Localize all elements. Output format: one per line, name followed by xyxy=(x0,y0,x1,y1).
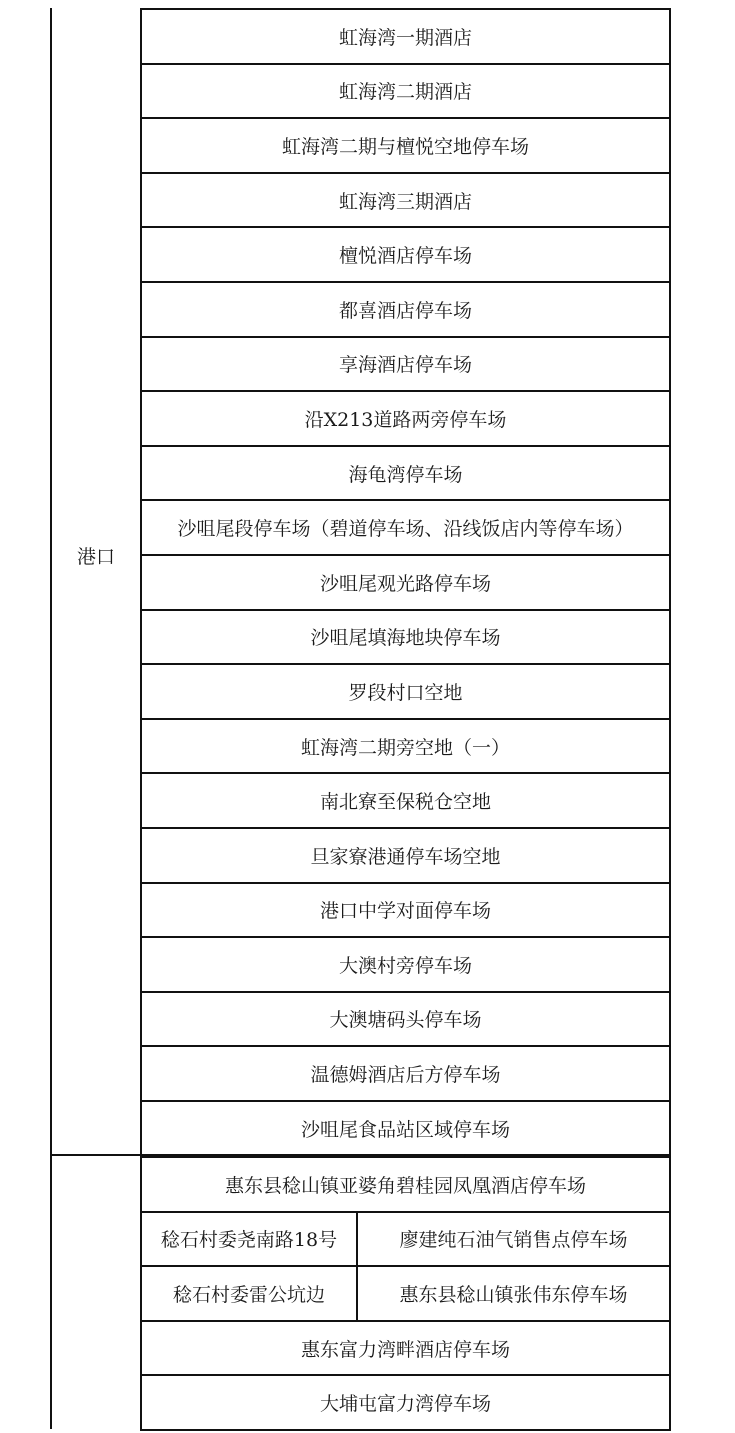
table-cell: 都喜酒店停车场 xyxy=(141,282,670,337)
table-cell: 虹海湾二期旁空地（一） xyxy=(141,719,670,774)
table-cell: 沿X213道路两旁停车场 xyxy=(141,391,670,446)
table-cell: 旦家寮港通停车场空地 xyxy=(141,828,670,883)
table-cell: 温德姆酒店后方停车场 xyxy=(141,1046,670,1101)
gangkou-table xyxy=(140,8,671,1156)
table-cell: 惠东富力湾畔酒店停车场 xyxy=(141,1321,670,1376)
table-cell: 大澳塘码头停车场 xyxy=(141,992,670,1047)
table-cell: 罗段村口空地 xyxy=(141,664,670,719)
table-cell: 大澳村旁停车场 xyxy=(141,937,670,992)
table-cell: 海龟湾停车场 xyxy=(141,446,670,501)
region-border-line xyxy=(50,8,52,1154)
region-separator xyxy=(50,1154,140,1156)
table-cell: 虹海湾三期酒店 xyxy=(141,173,670,228)
table-cell: 檀悦酒店停车场 xyxy=(141,227,670,282)
table-cell: 惠东县稔山镇亚婆角碧桂园凤凰酒店停车场 xyxy=(141,1157,670,1212)
table-cell: 沙咀尾观光路停车场 xyxy=(141,555,670,610)
table-cell: 稔石村委雷公坑边 xyxy=(141,1266,357,1321)
table-cell: 大埔屯富力湾停车场 xyxy=(141,1375,670,1430)
table-cell: 港口中学对面停车场 xyxy=(141,883,670,938)
table-cell: 廖建纯石油气销售点停车场 xyxy=(357,1212,670,1267)
table-cell: 南北寮至保税仓空地 xyxy=(141,773,670,828)
region-border-line xyxy=(50,1154,52,1429)
table-cell: 稔石村委尧南路18号 xyxy=(141,1212,357,1267)
table-cell: 惠东县稔山镇张伟东停车场 xyxy=(357,1266,670,1321)
table-cell: 享海酒店停车场 xyxy=(141,337,670,392)
table-cell: 沙咀尾填海地块停车场 xyxy=(141,610,670,665)
table-cell: 沙咀尾食品站区域停车场 xyxy=(141,1101,670,1156)
region-label-gangkou: 港口 xyxy=(76,546,115,568)
table-cell: 虹海湾二期与檀悦空地停车场 xyxy=(141,118,670,173)
table-cell: 沙咀尾段停车场（碧道停车场、沿线饭店内等停车场） xyxy=(141,500,670,555)
second-region-table xyxy=(140,1156,671,1431)
table-cell: 虹海湾二期酒店 xyxy=(141,64,670,119)
table-cell: 虹海湾一期酒店 xyxy=(141,9,670,64)
